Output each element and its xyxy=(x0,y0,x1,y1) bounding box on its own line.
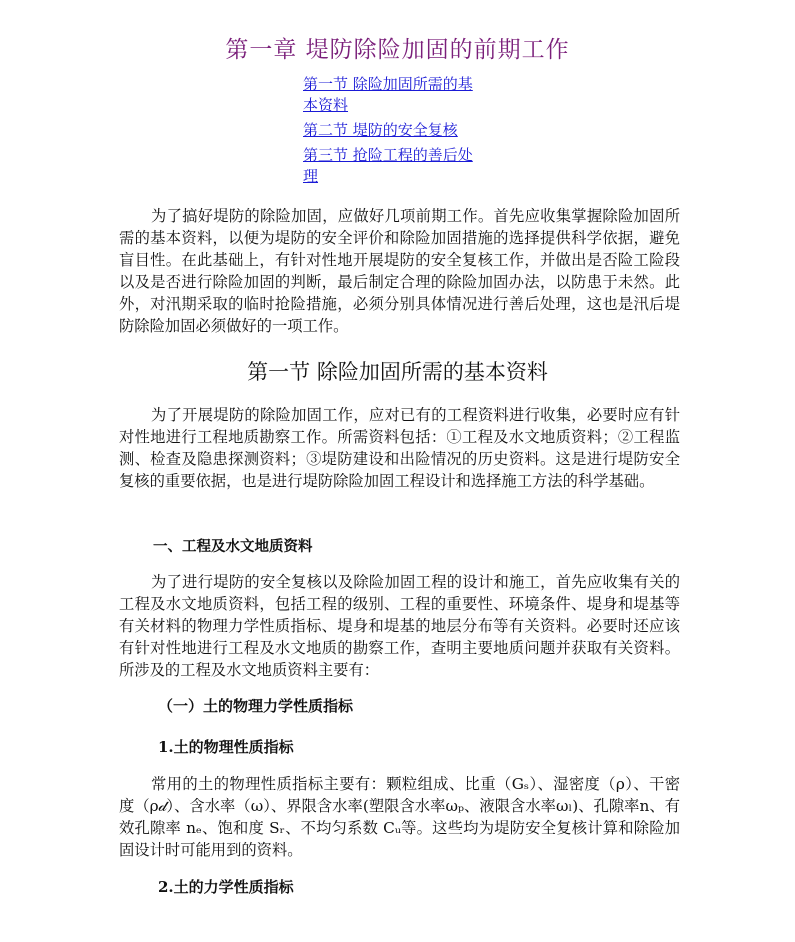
section-paragraph: 为了开展堤防的除险加固工作，应对已有的工程资料进行收集，必要时应有针对性地进行工程地质勘察工作。所需资料包括：①工程及水文地质资料；②工程监测、检查及隐患探测资料；③堤防建设和出险情况的历史资料。这是进行堤防安全复核的重要依据，也是进行堤防除险加固工程设计和选择施工方法的科学基础。 xyxy=(119,406,680,490)
physical-properties-paragraph: 常用的土的物理性质指标主要有：颗粒组成、比重（Gₛ）、湿密度（ρ）、干密度（ρ𝒹）、含水率（ω）、界限含水率(塑限含水率ωₚ、液限含水率ωₗ)、孔隙率n、有效孔隙率 nₑ、饱和度 Sᵣ、不均匀系数 Cᵤ等。这些均为堤防安全复核计算和除险加固设计时可能用到的资料。 xyxy=(119,775,680,859)
subsection-heading: 一、工程及水文地质资料 xyxy=(153,539,313,555)
chapter-title: 第一章 堤防除险加固的前期工作 xyxy=(225,37,570,63)
section-title: 第一节 除险加固所需的基本资料 xyxy=(247,360,548,384)
toc-link-section-1[interactable]: 第一节 除险加固所需的基本资料 xyxy=(303,75,473,114)
toc-link-section-2[interactable]: 第二节 堤防的安全复核 xyxy=(303,121,458,139)
intro-paragraph: 为了搞好堤防的除险加固，应做好几项前期工作。首先应收集掌握除险加固所需的基本资料，以便为堤防的安全评价和除险加固措施的选择提供科学依据，避免盲目性。在此基础上，有针对性地开展堤防的安全复核工作，并做出是否险工险段以及是否进行除险加固的判断，最后制定合理的除险加固办法，以防患于未然。此外，对汛期采取的临时抢险措施，必须分别具体情况进行善后处理，这也是汛后堤防除险加固必须做好的一项工作。 xyxy=(119,207,680,335)
table-of-contents xyxy=(303,74,493,191)
item-heading-soil-indices: （一）土的物理力学性质指标 xyxy=(158,697,354,715)
item-heading-physical-properties: 1.土的物理性质指标 xyxy=(158,738,294,756)
subsection-paragraph: 为了进行堤防的安全复核以及除险加固工程的设计和施工，首先应收集有关的工程及水文地质资料，包括工程的级别、工程的重要性、环境条件、堤身和堤基等有关材料的物理力学性质指标、堤身和堤基的地层分布等有关资料。必要时还应该有针对性地进行工程及水文地质的勘察工作，查明主要地质问题并获取有关资料。所涉及的工程及水文地质资料主要有： xyxy=(119,573,680,679)
toc-link-section-3[interactable]: 第三节 抢险工程的善后处理 xyxy=(303,146,473,185)
item-heading-mechanical-properties: 2.土的力学性质指标 xyxy=(158,878,294,896)
